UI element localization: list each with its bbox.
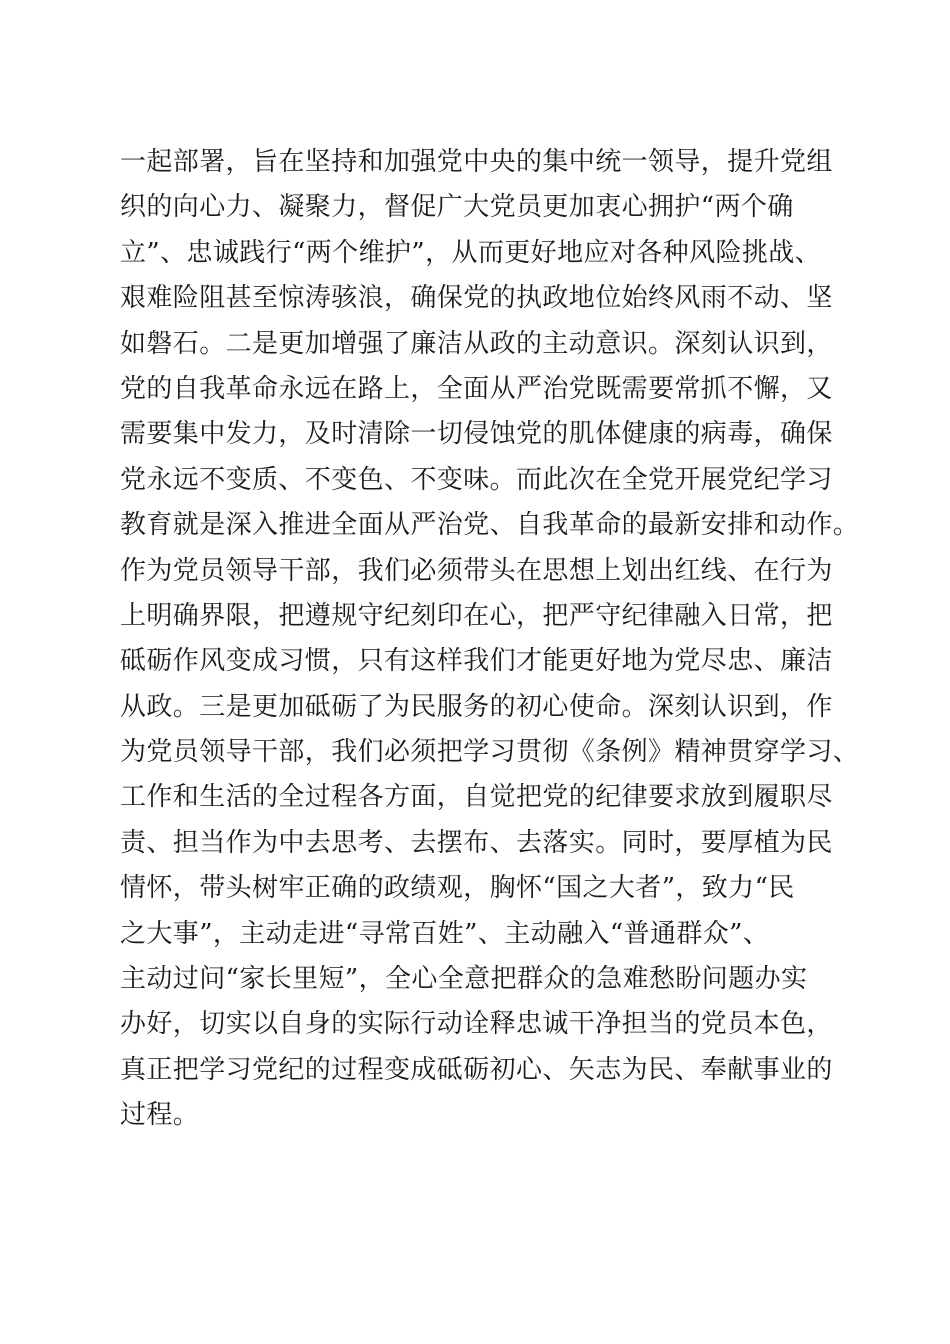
text-line: 教育就是深入推进全面从严治党、自我革命的最新安排和动作。 bbox=[120, 510, 860, 541]
text-line: 砥砺作风变成习惯，只有这样我们才能更好地为党尽忠、廉洁 bbox=[120, 646, 833, 677]
text-line: 需要集中发力，及时清除一切侵蚀党的肌体健康的病毒，确保 bbox=[120, 419, 833, 450]
text-line: 上明确界限，把遵规守纪刻印在心，把严守纪律融入日常，把 bbox=[120, 600, 833, 631]
text-line: 过程。 bbox=[120, 1100, 200, 1131]
body-paragraph bbox=[120, 140, 860, 1139]
text-line: 情怀，带头树牢正确的政绩观，胸怀“国之大者”，致力“民 bbox=[120, 873, 795, 904]
text-line: 从政。三是更加砥砺了为民服务的初心使命。深刻认识到，作 bbox=[120, 691, 833, 722]
text-line: 作为党员领导干部，我们必须带头在思想上划出红线、在行为 bbox=[120, 555, 833, 586]
text-line: 办好，切实以自身的实际行动诠释忠诚干净担当的党员本色， bbox=[120, 1009, 833, 1040]
text-line: 立”、忠诚践行“两个维护”，从而更好地应对各种风险挑战、 bbox=[120, 237, 822, 268]
text-line: 如磐石。二是更加增强了廉洁从政的主动意识。深刻认识到， bbox=[120, 328, 833, 359]
text-line: 党的自我革命永远在路上，全面从严治党既需要常抓不懈，又 bbox=[120, 373, 833, 404]
text-line: 艰难险阻甚至惊涛骇浪，确保党的执政地位始终风雨不动、坚 bbox=[120, 283, 833, 314]
text-line: 主动过问“家长里短”，全心全意把群众的急难愁盼问题办实 bbox=[120, 964, 808, 995]
text-line: 之大事”，主动走进“寻常百姓”、主动融入“普通群众”、 bbox=[120, 918, 770, 949]
text-line: 一起部署，旨在坚持和加强党中央的集中统一领导，提升党组 bbox=[120, 147, 833, 177]
text-line: 党永远不变质、不变色、不变味。而此次在全党开展党纪学习 bbox=[120, 464, 833, 495]
text-line: 为党员领导干部，我们必须把学习贯彻《条例》精神贯穿学习、 bbox=[120, 737, 860, 768]
text-line: 织的向心力、凝聚力，督促广大党员更加衷心拥护“两个确 bbox=[120, 192, 794, 223]
text-line: 责、担当作为中去思考、去摆布、去落实。同时，要厚植为民 bbox=[120, 827, 833, 858]
text-line: 工作和生活的全过程各方面，自觉把党的纪律要求放到履职尽 bbox=[120, 782, 833, 813]
text-line: 真正把学习党纪的过程变成砥砺初心、矢志为民、奉献事业的 bbox=[120, 1054, 833, 1085]
